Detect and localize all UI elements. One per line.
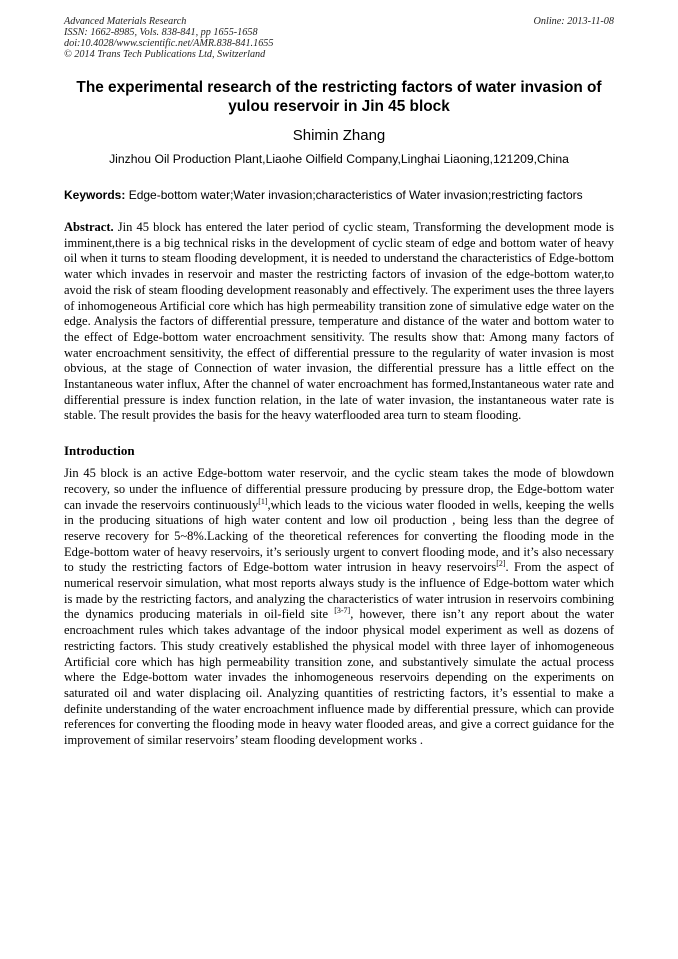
intro-text-2: ,which leads to the vicious water flooded in wells, keeping the wells in the producing situations of high water content and low oil production , being less than the degree of reserve recovery for 5~8%.Lacking of the theoretical references for converting the flooding mode in the Edge-bottom water of heavy reservoirs, it’s seriously urgent to convert flooding mode, and it’s also necessary to study the restricting factors of Edge-bottom water intrusion in heavy reservoirs [64, 497, 614, 575]
copyright-line: © 2014 Trans Tech Publications Ltd, Switzerland [64, 49, 266, 60]
citation-ref-2[interactable]: [2] [496, 559, 506, 569]
abstract-text: Jin 45 block has entered the later period of cyclic steam, Transforming the development mode is imminent,there is a big technical risks in the development of cyclic steam of edge and bottom water of heavy oil when it turns to steam flooding development, it is needed to understand the characteristics of Edge-bottom water which invades in reservoir and master the restricting factors of invasion of the edge-bottom water,to avoid the risk of steam flooding development reasonably and effectively. The experiment uses the three layers of inhomogeneous Artificial core which has high permeability transition zone of simulative edge water on the edge. Analysis the factors of differential pressure, temperature and distance of the water and bottom water to the effect of Edge-bottom water encroachment sensitivity. The results show that: Among many factors of water encroachment sensitivity, the effect of differential pressure to the regularity of water invasion is most obvious, at the stage of Connection of water invasion, the differential pressure has a little effect on the Instantaneous water influx, After the channel of water encroachment has formed,Instantaneous water rate and differential pressure is index function relation, in the late of water invasion, the instantaneous water rate is stable. The result provides the basis for the heavy waterflooded area turn to steam flooding. [64, 220, 614, 423]
keywords [64, 188, 614, 202]
intro-text-1: Jin 45 block is an active Edge-bottom water reservoir, and the cyclic steam takes the mode of blowdown recovery, so under the influence of differential pressure producing by pressure drop, the Edge-bottom water can invade the reservoirs continuously [64, 466, 614, 512]
keywords-label: Keywords: [64, 188, 126, 202]
abstract-label: Abstract. [64, 220, 114, 234]
author-name: Shimin Zhang [292, 127, 386, 144]
citation-ref-3[interactable]: [3-7] [334, 606, 351, 616]
keywords-text: Edge-bottom water;Water invasion;characteristics of Water invasion;restricting factors [125, 188, 583, 202]
author-affiliation: Jinzhou Oil Production Plant,Liaohe Oilfield Company,Linghai Liaoning,121209,China [109, 152, 569, 166]
doi-line[interactable]: doi:10.4028/www.scientific.net/AMR.838-841.1655 [64, 38, 274, 49]
journal-header [64, 16, 614, 60]
online-date: Online: 2013-11-08 [533, 16, 614, 27]
paper-title: The experimental research of the restricting factors of water invasion of yulou reservoir in Jin 45 block [76, 79, 602, 115]
intro-text-3: . From the aspect of numerical reservoir simulation, what most reports always study is the influence of Edge-bottom water which is made by the restricting factors, and analyzing the characteristics of water intrusion in reservoirs combining the dynamics producing materials in oil-field site [64, 560, 614, 622]
journal-name: Advanced Materials Research [64, 16, 187, 27]
introduction-heading: Introduction [64, 443, 135, 459]
citation-ref-1[interactable]: [1] [258, 496, 268, 506]
introduction-body [64, 466, 614, 749]
abstract [64, 220, 614, 424]
issn-line: ISSN: 1662-8985, Vols. 838-841, pp 1655-1658 [64, 27, 258, 38]
intro-text-4: , however, there isn’t any report about the water encroachment rules which takes advantage of the indoor physical model experiment as well as dozens of restricting factors. This study creatively established the physical model with three layer of inhomogeneous Artificial core which has high permeability transition zone, and substantively simulate the actual process where the Edge-bottom water invades the inhomogeneous reservoirs depending on the experiments on saturated oil and water displacing oil. Analyzing quantities of restricting factors, it’s essential to make a definite understanding of the water encroachment influence made by differential pressure, which can provide references for converting the flooding mode in heavy water flooded areas, and give a correct guidance for the improvement of similar reservoirs’ steam flooding development works . [64, 607, 614, 748]
